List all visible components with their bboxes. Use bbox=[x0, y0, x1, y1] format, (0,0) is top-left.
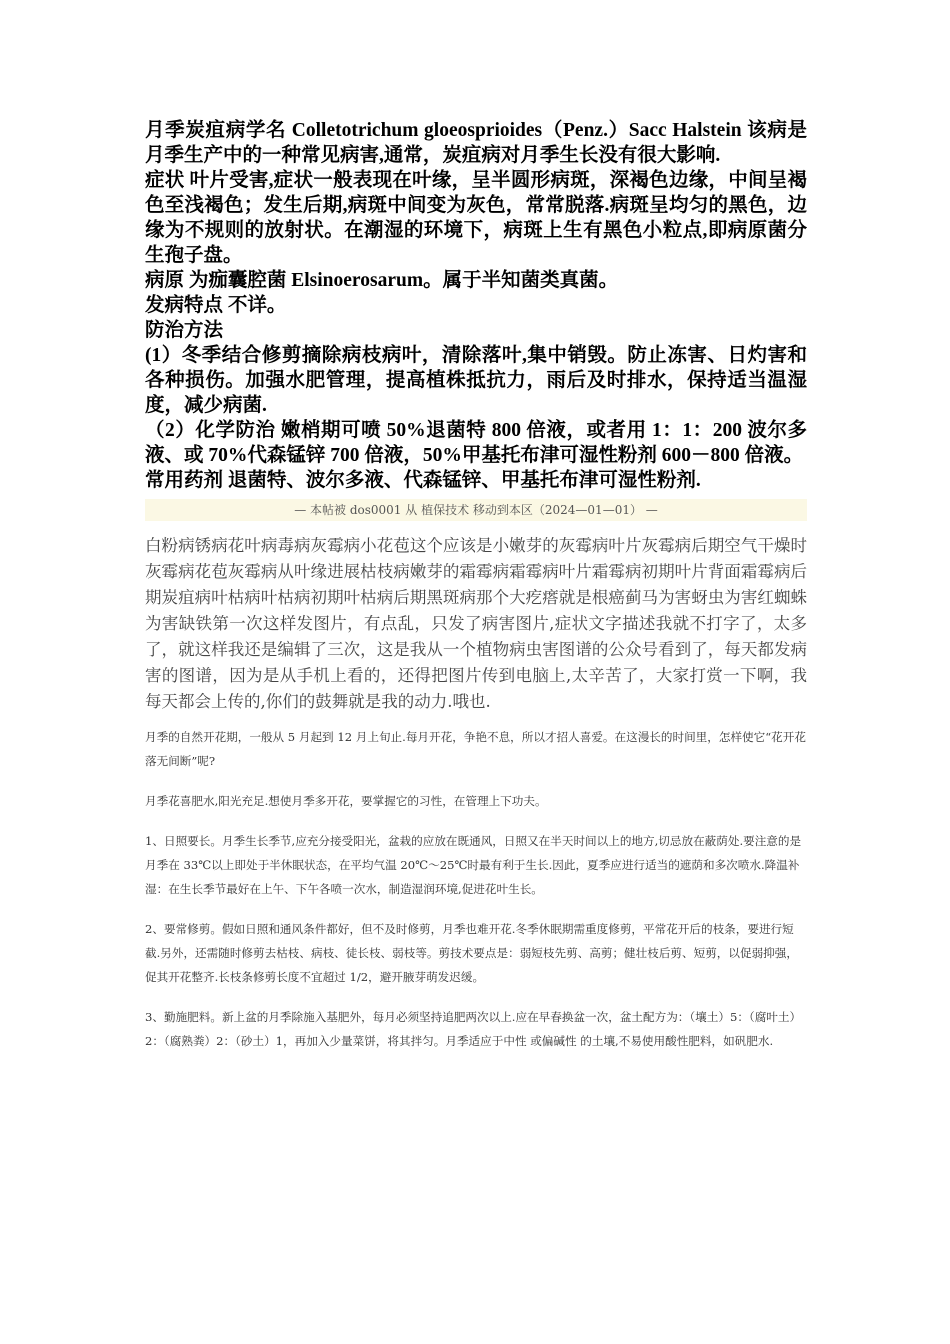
control-step-2: （2）化学防治 嫩梢期可喷 50%退菌特 800 倍液，或者用 1：1：200 波尔多液、或 70%代森锰锌 700 倍液，50%甲基托布津可湿性粉剂 600－800 倍液。 bbox=[145, 420, 807, 466]
tip-paragraph: 1、日照要长。月季生长季节,应充分接受阳光，盆栽的应放在既通风，日照又在半天时间以上的地方,切忌放在蔽荫处.要注意的是月季在 33℃以上即处于半休眠状态，在平均气温 20℃～25℃时最有利于生长.因此，夏季应进行适当的遮荫和多次喷水.降温补湿：在生长季节最好在上午、下午各喷一次水，制造湿润环境,促进花叶生长。 bbox=[145, 834, 802, 896]
intro-paragraph: 月季炭疽病学名 Colletotrichum gloeosprioides（Penz.）Sacc Halstein 该病是月季生产中的一种常见病害,通常，炭疽病对月季生长没有很大影响. bbox=[145, 120, 807, 166]
document-page bbox=[145, 118, 807, 1069]
pathogen-paragraph: 病原 为痂囊腔菌 Elsinoerosarum。属于半知菌类真菌。 bbox=[145, 270, 619, 291]
onset-paragraph: 发病特点 不详。 bbox=[145, 295, 287, 316]
tip-paragraph: 3、勤施肥料。新上盆的月季除施入基肥外，每月必须坚持追肥两次以上.应在早春换盆一次，盆土配方为：（壤土）5：（腐叶土）2：（腐熟粪）2：（砂土）1，再加入少量菜饼，将其拌匀。月季适应于中性 或偏碱性 的土壤,不易使用酸性肥料，如矾肥水. bbox=[145, 1010, 802, 1048]
forum-post-body: 白粉病锈病花叶病毒病灰霉病小花苞这个应该是小嫩芽的灰霉病叶片灰霉病后期空气干燥时灰霉病花苞灰霉病从叶缘进展枯枝病嫩芽的霜霉病霜霉病叶片霜霉病初期叶片背面霜霉病后期炭疽病叶枯病叶枯病初期叶枯病后期黑斑病那个大疙瘩就是根癌蓟马为害蚜虫为害红蜘蛛为害缺铁第一次这样发图片，有点乱，只发了病害图片,症状文字描述我就不打字了，太多了，就这样我还是编辑了三次，这是我从一个植物病虫害图谱的公众号看到了，每天都发病害的图谱，因为是从手机上看的，还得把图片传到电脑上,太辛苦了，大家打赏一下啊，我每天都会上传的,你们的鼓舞就是我的动力.哦也. bbox=[145, 536, 807, 711]
tip-paragraph: 月季花喜肥水,阳光充足.想使月季多开花，要掌握它的习性，在管理上下功夫。 bbox=[145, 794, 547, 808]
common-agents-paragraph: 常用药剂 退菌特、波尔多液、代森锰锌、甲基托布津可湿性粉剂. bbox=[145, 470, 701, 491]
tip-paragraph: 2、要常修剪。假如日照和通风条件都好，但不及时修剪，月季也难开花.冬季休眠期需重度修剪，平常花开后的枝条，要进行短截.另外，还需随时修剪去枯枝、病枝、徒长枝、弱枝等。剪技术要点是：弱短枝先剪、高剪；健壮枝后剪、短剪，以促弱抑强，促其开花整齐.长枝条修剪长度不宜超过 1/2，避开腋芽萌发迟缓。 bbox=[145, 922, 798, 984]
moved-notice-bar: — 本帖被 dos0001 从 植保技术 移动到本区（2024—01—01） — bbox=[145, 499, 807, 521]
tip-paragraph: 月季的自然开花期，一般从 5 月起到 12 月上旬止.每月开花，争艳不息，所以才招人喜爱。在这漫长的时间里，怎样使它“花开花落无间断”呢? bbox=[145, 730, 806, 768]
control-step-1: (1）冬季结合修剪摘除病枝病叶，清除落叶,集中销毁。防止冻害、日灼害和各种损伤。加强水肥管理，提高植株抵抗力，雨后及时排水，保持适当温湿度，减少病菌. bbox=[145, 345, 807, 416]
symptom-paragraph: 症状 叶片受害,症状一般表现在叶缘，呈半圆形病斑，深褐色边缘，中间呈褐色至浅褐色；发生后期,病斑中间变为灰色，常常脱落.病斑呈均匀的黑色，边缘为不规则的放射状。在潮湿的环境下，病斑上生有黑色小粒点,即病原菌分生孢子盘。 bbox=[145, 170, 807, 266]
control-heading: 防治方法 bbox=[145, 320, 224, 341]
